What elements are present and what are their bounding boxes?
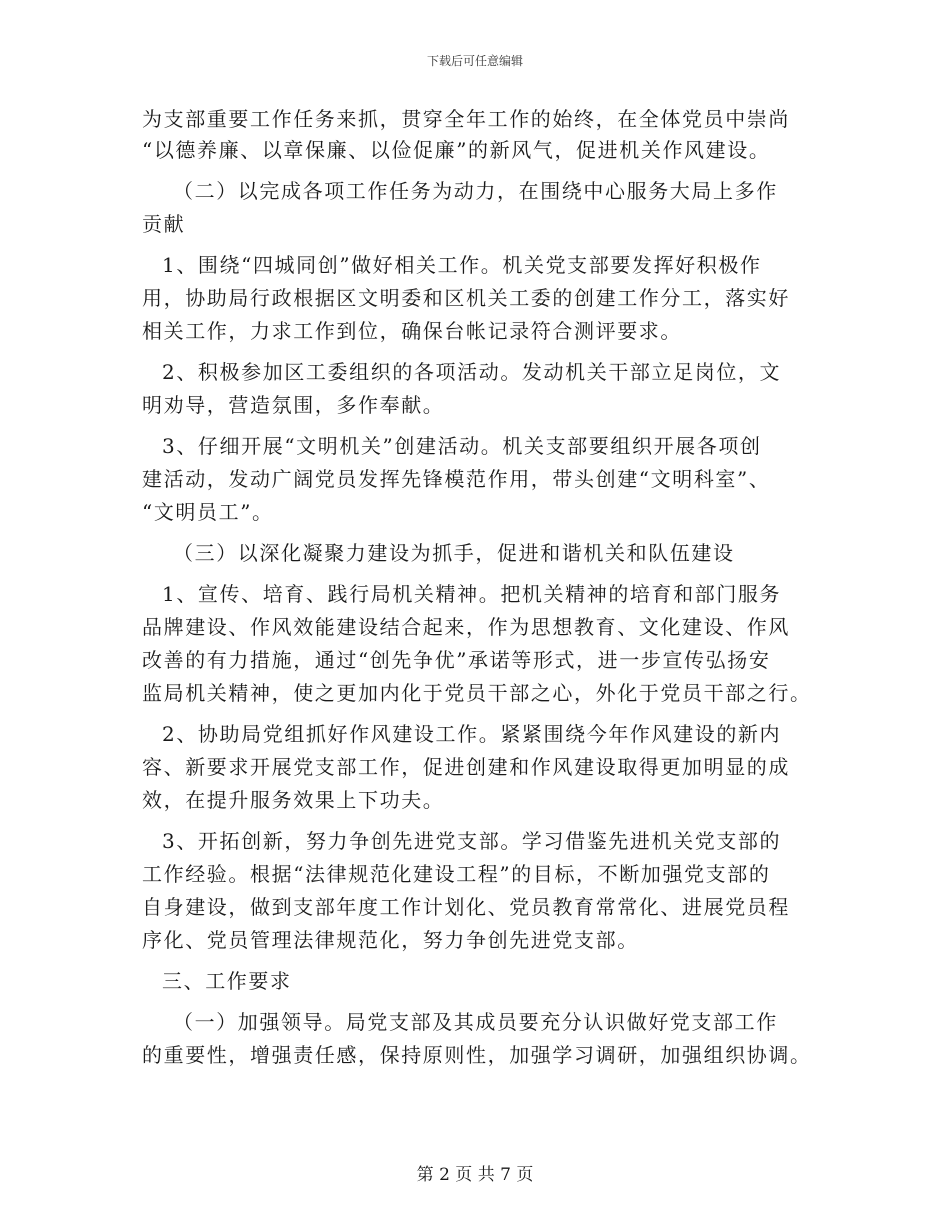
paragraph-line: 2、积极参加区工委组织的各项活动。发动机关干部立足岗位，文: [162, 360, 782, 384]
paragraph-line: 改善的有力措施，通过“创先争优”承诺等形式，进一步宣传弘扬安: [142, 648, 771, 672]
paragraph-line: 为支部重要工作任务来抓，贯穿全年工作的始终，在全体党员中崇尚: [142, 107, 790, 131]
section-heading: （三）以深化凝聚力建设为抓手，促进和谐机关和队伍建设: [173, 541, 735, 565]
paragraph-line: 相关工作，力求工作到位，确保台帐记录符合测评要求。: [142, 319, 682, 343]
paragraph-line: 3、开拓创新，努力争创先进党支部。学习借鉴先进机关党支部的: [162, 829, 782, 853]
paragraph-line: “文明员工”。: [142, 500, 274, 524]
document-body: [142, 103, 812, 1072]
paragraph-line: 监局机关精神，使之更加内化于党员干部之心，外化于党员干部之行。: [142, 681, 812, 705]
paragraph-line: 1、宣传、培育、践行局机关精神。把机关精神的培育和部门服务: [162, 582, 782, 606]
section-heading: 三、工作要求: [162, 969, 292, 993]
paragraph-line: 工作经验。根据“法律规范化建设工程”的目标，不断加强党支部的: [142, 862, 771, 886]
paragraph-line: 3、仔细开展“文明机关”创建活动。机关支部要组织开展各项创: [162, 434, 762, 458]
paragraph-line: 1、围绕“四城同创”做好相关工作。机关党支部要发挥好积极作: [162, 253, 762, 277]
paragraph-line: （一）加强领导。局党支部及其成员要充分认识做好党支部工作: [173, 1010, 778, 1034]
paragraph-line: 自身建设，做到支部年度工作计划化、党员教育常常化、进展党员程: [142, 895, 790, 919]
page-header: 下载后可任意编辑: [426, 54, 523, 68]
section-heading: 贡献: [142, 212, 186, 236]
paragraph-line: 建活动，发动广阔党员发挥先锋模范作用，带头创建“文明科室”、: [142, 467, 771, 491]
paragraph-line: 品牌建设、作风效能建设结合起来，作为思想教育、文化建设、作风: [142, 615, 790, 639]
paragraph-line: 的重要性，增强责任感，保持原则性，加强学习调研，加强组织协调。: [142, 1043, 812, 1067]
paragraph-line: 序化、党员管理法律规范化，努力争创先进党支部。: [142, 928, 639, 952]
paragraph-line: 用，协助局行政根据区文明委和区机关工委的创建工作分工，落实好: [142, 286, 790, 310]
paragraph-line: 效，在提升服务效果上下功夫。: [142, 788, 445, 812]
paragraph-line: 2、协助局党组抓好作风建设工作。紧紧围绕今年作风建设的新内: [162, 722, 782, 746]
paragraph-line: 容、新要求开展党支部工作，促进创建和作风建设取得更加明显的成: [142, 755, 790, 779]
paragraph-line: “以德养廉、以章保廉、以俭促廉”的新风气，促进机关作风建设。: [142, 138, 771, 162]
page-number: 第 2 页 共 7 页: [416, 1165, 534, 1185]
section-heading: （二）以完成各项工作任务为动力，在围绕中心服务大局上多作: [173, 179, 778, 203]
paragraph-line: 明劝导，营造氛围，多作奉献。: [142, 393, 445, 417]
